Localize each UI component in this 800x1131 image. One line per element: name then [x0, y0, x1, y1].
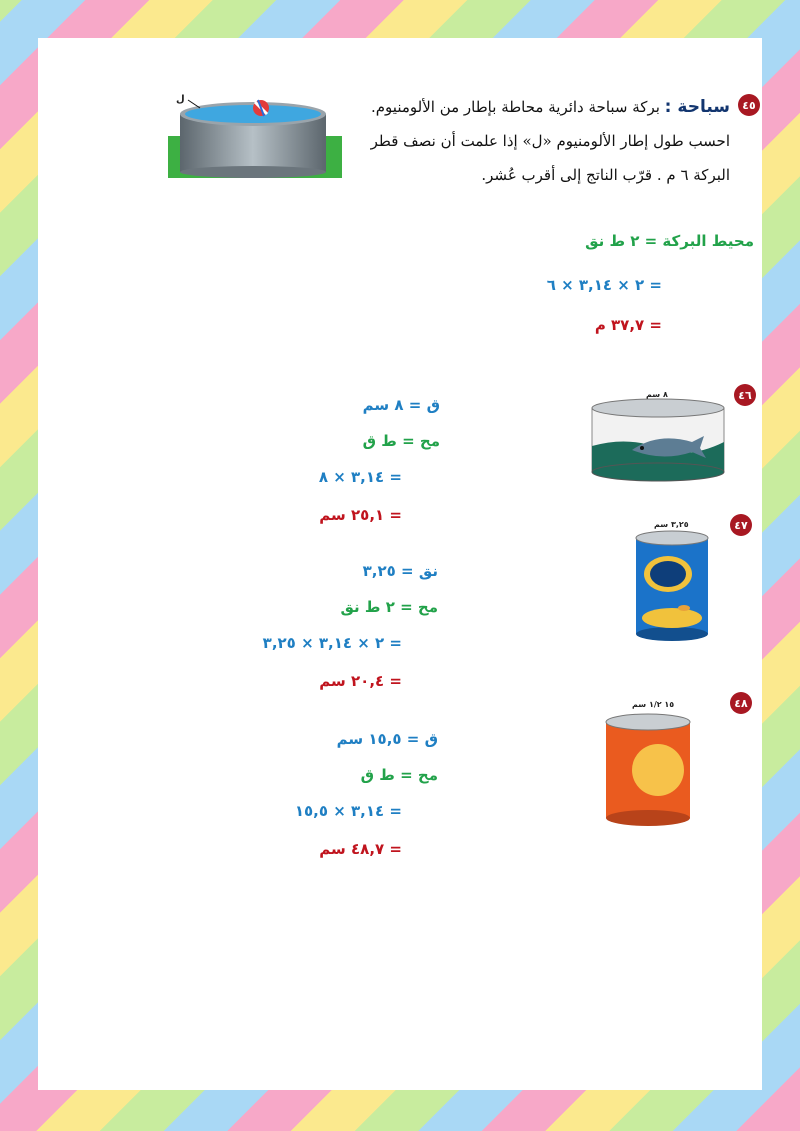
problem-46-line4: = ٢٥,١ سم	[319, 506, 402, 524]
problem-45-solution-line3: = ٣٧,٧ م	[594, 316, 662, 334]
problem-48-dimension-label: ١٥ ١/٢ سم	[632, 700, 675, 709]
problem-48-number-badge: ٤٨	[730, 692, 752, 714]
problem-45-line3: البركة ٦ م . قرّب الناتج إلى أقرب عُشر.	[481, 166, 730, 184]
problem-47-dimension-label: ٣,٢٥ سم	[654, 520, 689, 529]
problem-45-line2: احسب طول إطار الألومنيوم «ل» إذا علمت أن نصف قطر	[370, 132, 730, 150]
paint-can-illustration	[600, 708, 696, 828]
problem-47-line2: مح = ٢ ط نق	[340, 598, 438, 616]
problem-46-line3: = ٣,١٤ × ٨	[318, 468, 402, 486]
problem-47-line3: = ٢ × ٣,١٤ × ٣,٢٥	[262, 634, 402, 652]
soup-can-illustration	[632, 528, 712, 644]
problem-47-line1: نق = ٣,٢٥	[362, 562, 438, 580]
problem-45-number-badge: ٤٥	[738, 94, 760, 116]
problem-46-dimension-label: ٨ سم	[646, 390, 668, 399]
tuna-can-illustration	[588, 396, 728, 484]
problem-45-line1: بركة سباحة دائرية محاطة بإطار من الألومنيوم.	[371, 98, 660, 116]
problem-45-solution-line1: محيط البركة = ٢ ط نق	[585, 232, 754, 250]
problem-48-line3: = ٣,١٤ × ١٥,٥	[294, 802, 402, 820]
problem-46-line1: ق = ٨ سم	[362, 396, 440, 414]
problem-45-solution-line2: = ٢ × ٣,١٤ × ٦	[546, 276, 662, 294]
pool-illustration	[168, 92, 342, 178]
problem-48-line2: مح = ط ق	[360, 766, 438, 784]
problem-47-number-badge: ٤٧	[730, 514, 752, 536]
pool-label-l: ل	[176, 94, 185, 105]
problem-47-line4: = ٢٠,٤ سم	[319, 672, 402, 690]
problem-46-number-badge: ٤٦	[734, 384, 756, 406]
problem-46-line2: مح = ط ق	[362, 432, 440, 450]
problem-48-line1: ق = ١٥,٥ سم	[336, 730, 438, 748]
problem-48-line4: = ٤٨,٧ سم	[319, 840, 402, 858]
problem-45-title: سباحة :	[664, 97, 730, 117]
